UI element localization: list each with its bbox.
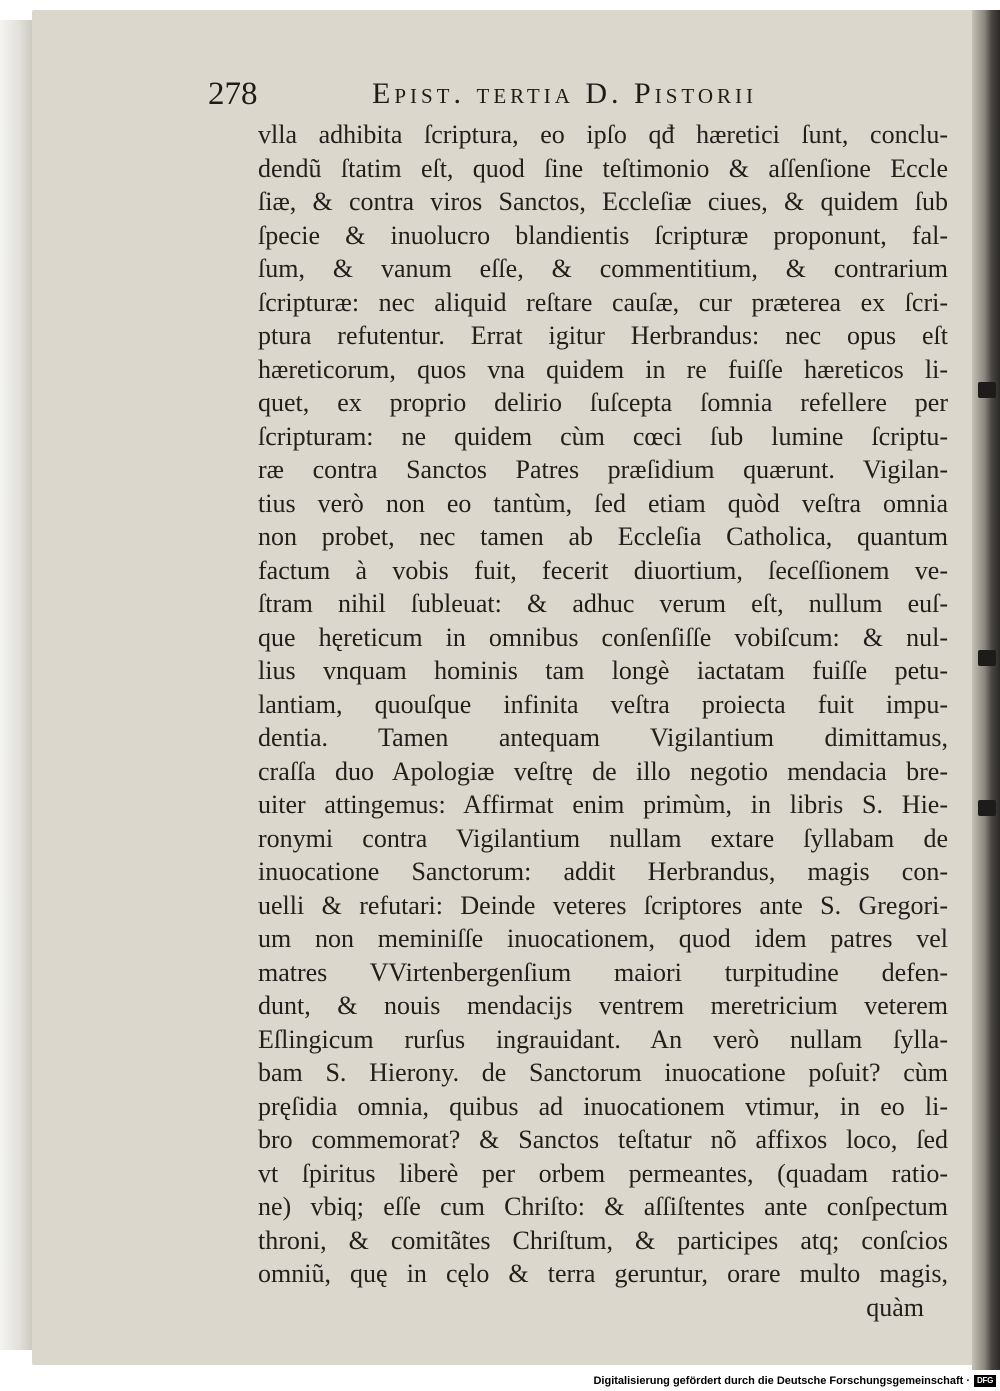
footer-bar: [0, 1372, 1000, 1391]
text-line: bro commemorat? & Sanctos teſtatur nõ affixos loco, ſed: [258, 1125, 948, 1154]
dfg-logo-icon: DFG: [974, 1375, 996, 1387]
text-line: dendũ ſtatim eſt, quod ſine teſtimonio & aſſenſione Eccle: [258, 153, 948, 183]
text-line: pręſidia omnia, quibus ad inuocationem vtimur, in eo li-: [258, 1091, 948, 1121]
running-head: Epist. tertia D. Pistorii: [372, 77, 758, 110]
catchword: quàm: [866, 1292, 924, 1322]
text-line: Eſlingicum rurſus ingrauidant. An verò nullam ſylla-: [258, 1024, 948, 1054]
text-line: dunt, & nouis mendacijs ventrem meretricium veterem: [258, 991, 948, 1020]
text-line: bam S. Hierony. de Sanctorum inuocatione poſuit? cùm: [258, 1058, 948, 1087]
text-line: tius verò non eo tantùm, ſed etiam quòd veſtra omnia: [258, 488, 948, 518]
gutter-mark: [978, 650, 996, 666]
text-line: lantiam, quouſque infinita veſtra proiecta fuit impu-: [258, 689, 948, 719]
body-text: [258, 118, 948, 1324]
text-line: throni, & comitãtes Chriſtum, & participes atq; conſcios: [258, 1225, 948, 1255]
text-line: ſtram nihil ſubleuat: & adhuc verum eſt, nullum euſ-: [258, 589, 948, 618]
text-line: ſum, & vanum eſſe, & commentitium, & contrarium: [258, 254, 948, 283]
text-line: ſiæ, & contra viros Sanctos, Eccleſiæ ciues, & quidem ſub: [258, 187, 948, 216]
text-line: matres VVirtenbergenſium maiori turpitudine defen-: [258, 957, 948, 987]
text-line: ronymi contra Vigilantium nullam extare ſyllabam de: [258, 823, 948, 853]
text-line: vt ſpiritus liberè per orbem permeantes, (quadam ratio-: [258, 1158, 948, 1188]
text-line: um non meminiſſe inuocationem, quod idem patres vel: [258, 924, 948, 953]
text-line: non probet, nec tamen ab Eccleſia Catholica, quantum: [258, 522, 948, 551]
text-line: omniũ, quę in cęlo & terra geruntur, orare multo magis,: [258, 1259, 948, 1288]
text-line: ſpecie & inuolucro blandientis ſcripturæ proponunt, fal-: [258, 220, 948, 250]
gutter-mark: [978, 800, 996, 816]
text-line: dentia. Tamen antequam Vigilantium dimittamus,: [258, 723, 948, 752]
text-line: lius vnquam hominis tam longè iactatam fuiſſe petu-: [258, 656, 948, 685]
text-line: inuocatione Sanctorum: addit Herbrandus, magis con-: [258, 857, 948, 886]
text-line: ſcripturam: ne quidem cùm cœci ſub lumine ſcriptu-: [258, 421, 948, 451]
text-line: vlla adhibita ſcriptura, eo ipſo qđ hæretici ſunt, conclu-: [258, 120, 948, 149]
text-line: que hęreticum in omnibus conſenſiſſe vobiſcum: & nul-: [258, 622, 948, 652]
text-line: craſſa duo Apologiæ veſtrę de illo negotio mendacia bre-: [258, 756, 948, 786]
text-line: ptura refutentur. Errat igitur Herbrandus: nec opus eſt: [258, 321, 948, 350]
page-left-edge: [0, 20, 34, 1350]
text-line: factum à vobis fuit, fecerit diuortium, ſeceſſionem ve-: [258, 555, 948, 585]
funding-notice: Digitalisierung gefördert durch die Deutsche Forschungsgemeinschaft ·: [593, 1375, 970, 1387]
text-line: hæreticorum, quos vna quidem in re fuiſſe hæreticos li-: [258, 354, 948, 384]
page-number: 278: [208, 76, 258, 112]
binding-gutter: [972, 10, 1000, 1370]
text-line: ne) vbiq; eſſe cum Chriſto: & aſſiſtentes ante conſpectum: [258, 1192, 948, 1221]
text-line: uelli & refutari: Deinde veteres ſcriptores ante S. Gregori-: [258, 890, 948, 920]
text-line: ræ contra Sanctos Patres præſidium quærunt. Vigilan-: [258, 455, 948, 484]
gutter-mark: [978, 382, 996, 398]
page-header: [208, 74, 858, 114]
text-line: ſcripturæ: nec aliquid reſtare cauſæ, cur præterea ex ſcri-: [258, 287, 948, 317]
text-line: uiter attingemus: Affirmat enim primùm, in libris S. Hie-: [258, 790, 948, 819]
text-line: quet, ex proprio delirio ſuſcepta ſomnia refellere per: [258, 388, 948, 417]
